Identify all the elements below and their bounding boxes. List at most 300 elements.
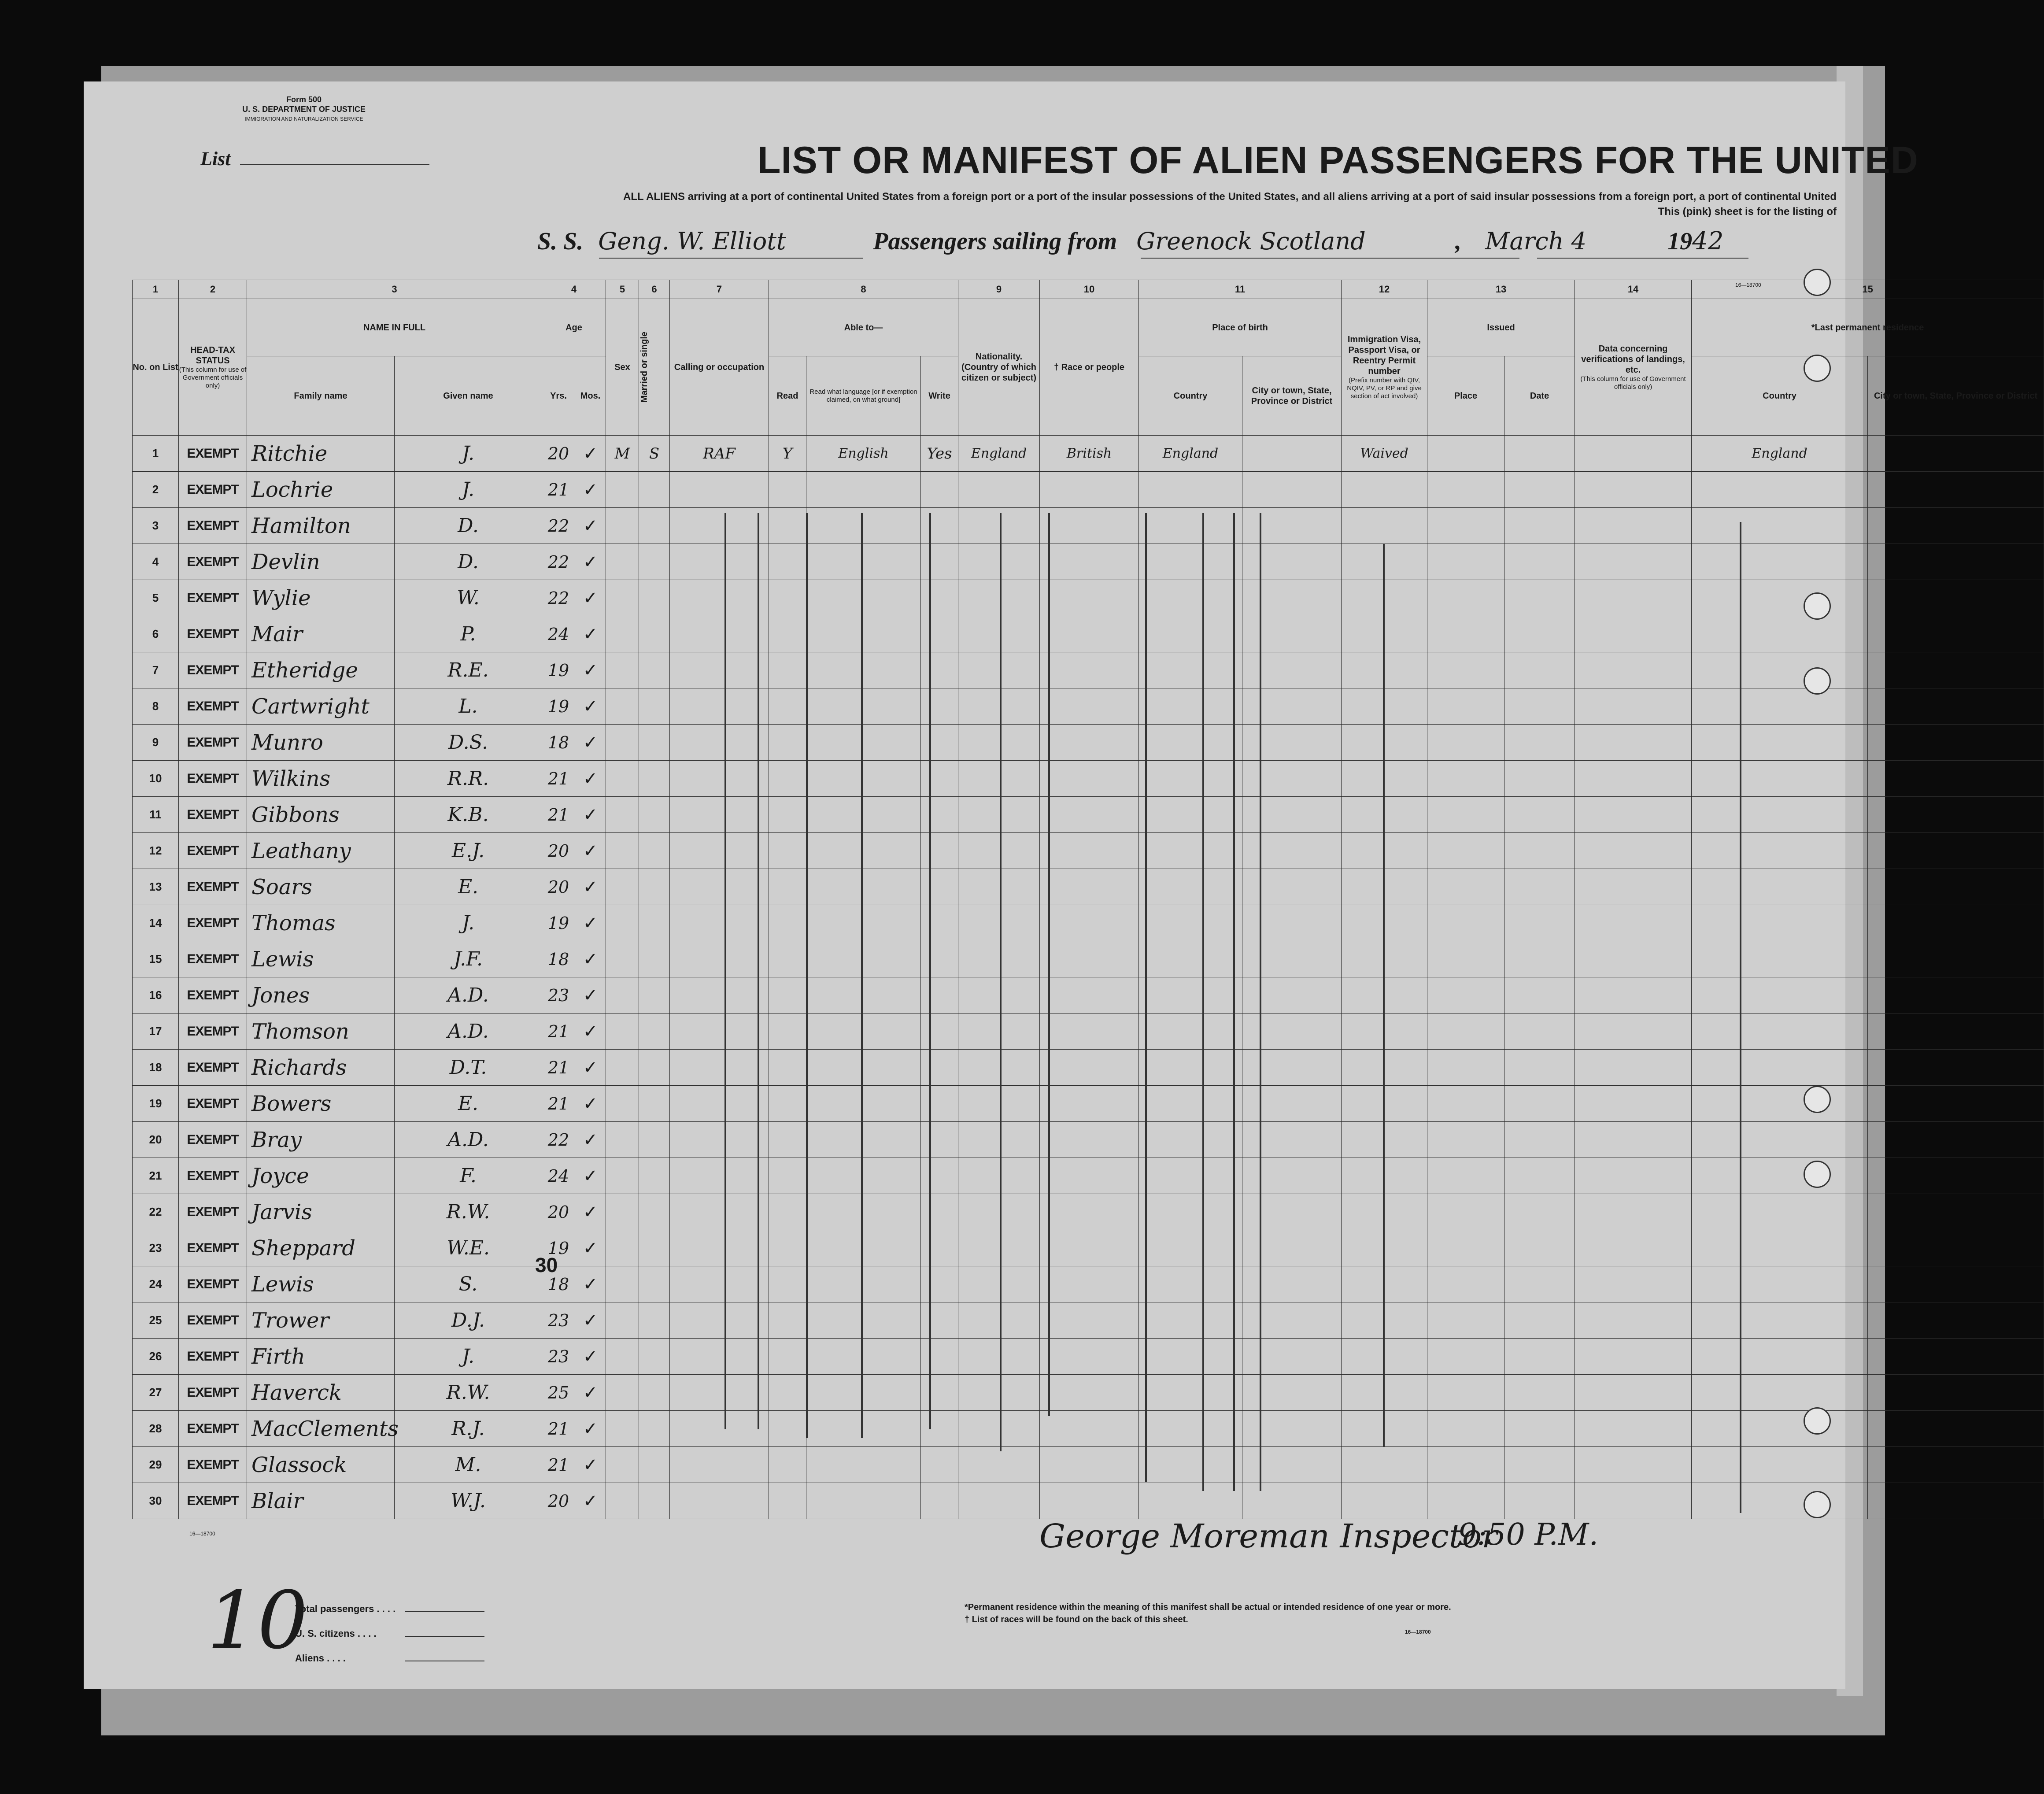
birth-country xyxy=(1139,580,1242,616)
birth-city xyxy=(1242,977,1342,1014)
age-months-check: ✓ xyxy=(575,869,606,905)
birth-country xyxy=(1139,1375,1242,1411)
given-name: J. xyxy=(395,905,542,941)
occupation xyxy=(670,725,769,761)
read-language xyxy=(806,977,921,1014)
birth-country xyxy=(1139,833,1242,869)
ss-label: S. S. xyxy=(537,228,584,255)
can-write: Yes xyxy=(921,436,958,472)
nationality xyxy=(958,905,1040,941)
family-name: Sheppard xyxy=(247,1230,395,1266)
age-months-check: ✓ xyxy=(575,1230,606,1266)
landings-data xyxy=(1575,941,1692,977)
ditto-stroke-nationality xyxy=(1048,513,1050,1416)
binder-hole xyxy=(1804,269,1831,296)
us-citizens-label: U. S. citizens . . . . xyxy=(295,1628,377,1639)
issued-place xyxy=(1427,725,1504,761)
row-number: 29 xyxy=(133,1447,179,1483)
head-tax-status: EXEMPT xyxy=(179,977,247,1014)
landings-data xyxy=(1575,1050,1692,1086)
age-months-check: ✓ xyxy=(575,1411,606,1447)
row-number: 5 xyxy=(133,580,179,616)
race xyxy=(1040,1194,1139,1230)
visa-number xyxy=(1342,472,1427,508)
landings-data xyxy=(1575,652,1692,688)
race xyxy=(1040,1014,1139,1050)
table-row xyxy=(133,1411,2044,1447)
residence-country xyxy=(1692,688,1868,725)
can-write xyxy=(921,977,958,1014)
table-row xyxy=(133,544,2044,580)
row-number: 7 xyxy=(133,652,179,688)
occupation xyxy=(670,869,769,905)
birth-country xyxy=(1139,1050,1242,1086)
sailing-date: March 4 xyxy=(1485,227,1586,255)
birth-city xyxy=(1242,1339,1342,1375)
birth-country xyxy=(1139,616,1242,652)
sex xyxy=(606,977,639,1014)
landings-data xyxy=(1575,725,1692,761)
sex xyxy=(606,1122,639,1158)
given-name: R.J. xyxy=(395,1411,542,1447)
marital-status xyxy=(639,869,670,905)
issued-place xyxy=(1427,580,1504,616)
head-tax-title: HEAD-TAX STATUS xyxy=(190,345,235,366)
table-row xyxy=(133,580,2044,616)
occupation: RAF xyxy=(670,436,769,472)
head-tax-status: EXEMPT xyxy=(179,1014,247,1050)
col-number: 2 xyxy=(179,280,247,299)
race: British xyxy=(1040,436,1139,472)
table-row xyxy=(133,472,2044,508)
can-write xyxy=(921,544,958,580)
sailing-label: Passengers sailing from xyxy=(873,228,1117,255)
race xyxy=(1040,833,1139,869)
marital-status xyxy=(639,1302,670,1339)
age-years: 21 xyxy=(542,1050,575,1086)
birth-country xyxy=(1139,1483,1242,1519)
ditto-stroke-visa xyxy=(1383,544,1385,1447)
family-name: Etheridge xyxy=(247,652,395,688)
row-number: 23 xyxy=(133,1230,179,1266)
read-language xyxy=(806,508,921,544)
landings-data xyxy=(1575,1122,1692,1158)
can-write xyxy=(921,472,958,508)
residence-city xyxy=(1868,688,2044,725)
age-years: 20 xyxy=(542,869,575,905)
nationality xyxy=(958,1483,1040,1519)
nationality xyxy=(958,652,1040,688)
nationality xyxy=(958,616,1040,652)
occupation xyxy=(670,652,769,688)
sex xyxy=(606,1194,639,1230)
table-row xyxy=(133,1158,2044,1194)
table-row xyxy=(133,797,2044,833)
occupation xyxy=(670,508,769,544)
birth-city xyxy=(1242,797,1342,833)
issued-place xyxy=(1427,1302,1504,1339)
header-issued: Issued xyxy=(1427,299,1575,356)
ditto-stroke-race xyxy=(1145,513,1147,1482)
head-tax-status: EXEMPT xyxy=(179,1086,247,1122)
read-language xyxy=(806,1122,921,1158)
can-write xyxy=(921,580,958,616)
ditto-stroke-birth-3 xyxy=(1260,513,1261,1491)
issued-date xyxy=(1504,508,1575,544)
can-read xyxy=(769,725,806,761)
residence-country xyxy=(1692,941,1868,977)
can-write xyxy=(921,1483,958,1519)
residence-city xyxy=(1868,1411,2044,1447)
age-months-check: ✓ xyxy=(575,797,606,833)
birth-country xyxy=(1139,472,1242,508)
header-res-country: Country xyxy=(1692,356,1868,436)
head-tax-status: EXEMPT xyxy=(179,652,247,688)
issued-place xyxy=(1427,869,1504,905)
read-language xyxy=(806,1266,921,1302)
footnote-races: † List of races will be found on the back of this sheet. xyxy=(965,1615,1188,1624)
ditto-stroke-sex xyxy=(724,513,726,1429)
race xyxy=(1040,1483,1139,1519)
issued-place xyxy=(1427,1483,1504,1519)
given-name: D.T. xyxy=(395,1050,542,1086)
residence-city xyxy=(1868,1266,2044,1302)
issued-place xyxy=(1427,1014,1504,1050)
issued-date xyxy=(1504,1339,1575,1375)
table-row xyxy=(133,1050,2044,1086)
header-nationality: Nationality. (Country of which citizen or subject) xyxy=(958,299,1040,436)
can-write xyxy=(921,833,958,869)
age-months-check: ✓ xyxy=(575,616,606,652)
header-given-name: Given name xyxy=(395,356,542,436)
residence-country xyxy=(1692,1339,1868,1375)
residence-city xyxy=(1868,761,2044,797)
residence-city xyxy=(1868,1194,2044,1230)
issued-place xyxy=(1427,1411,1504,1447)
race xyxy=(1040,761,1139,797)
row-number: 17 xyxy=(133,1014,179,1050)
read-language xyxy=(806,833,921,869)
family-name: Lochrie xyxy=(247,472,395,508)
nationality xyxy=(958,1194,1040,1230)
row-number: 30 xyxy=(133,1483,179,1519)
read-language xyxy=(806,1411,921,1447)
can-write xyxy=(921,688,958,725)
birth-city xyxy=(1242,1483,1342,1519)
race xyxy=(1040,616,1139,652)
landings-data xyxy=(1575,761,1692,797)
table-row xyxy=(133,1447,2044,1483)
age-years: 21 xyxy=(542,761,575,797)
col-number: 1 xyxy=(133,280,179,299)
header-sex: Sex xyxy=(606,299,639,436)
head-tax-status: EXEMPT xyxy=(179,1302,247,1339)
occupation xyxy=(670,1122,769,1158)
age-months-check: ✓ xyxy=(575,1050,606,1086)
binder-hole xyxy=(1804,1491,1831,1518)
nationality xyxy=(958,688,1040,725)
nationality xyxy=(958,1339,1040,1375)
can-read xyxy=(769,1411,806,1447)
given-name: E. xyxy=(395,1086,542,1122)
landings-data xyxy=(1575,905,1692,941)
issued-date xyxy=(1504,544,1575,580)
birth-country xyxy=(1139,1122,1242,1158)
read-language xyxy=(806,580,921,616)
race xyxy=(1040,508,1139,544)
race xyxy=(1040,1302,1139,1339)
issued-date xyxy=(1504,725,1575,761)
head-tax-status: EXEMPT xyxy=(179,1266,247,1302)
issued-date xyxy=(1504,1122,1575,1158)
issued-place xyxy=(1427,1375,1504,1411)
residence-city xyxy=(1868,725,2044,761)
given-name: J. xyxy=(395,472,542,508)
race xyxy=(1040,905,1139,941)
can-read xyxy=(769,833,806,869)
age-years: 23 xyxy=(542,977,575,1014)
residence-city xyxy=(1868,905,2044,941)
landings-title: Data concerning verifications of landings, etc. xyxy=(1581,344,1685,375)
issued-date xyxy=(1504,797,1575,833)
birth-city xyxy=(1242,1194,1342,1230)
table-row xyxy=(133,1194,2044,1230)
col-number: 7 xyxy=(670,280,769,299)
landings-data xyxy=(1575,472,1692,508)
age-months-check: ✓ xyxy=(575,1302,606,1339)
birth-city xyxy=(1242,941,1342,977)
print-code-top: 16—18700 xyxy=(1735,282,1761,288)
landings-data xyxy=(1575,616,1692,652)
birth-country xyxy=(1139,1194,1242,1230)
can-write xyxy=(921,1447,958,1483)
row-number: 4 xyxy=(133,544,179,580)
can-read xyxy=(769,1447,806,1483)
page-title: LIST OR MANIFEST OF ALIEN PASSENGERS FOR THE UNITED xyxy=(758,139,1918,181)
family-name: Richards xyxy=(247,1050,395,1086)
issued-place xyxy=(1427,833,1504,869)
sex xyxy=(606,833,639,869)
can-write xyxy=(921,1158,958,1194)
table-row xyxy=(133,1086,2044,1122)
residence-city xyxy=(1868,1122,2044,1158)
sex xyxy=(606,1339,639,1375)
age-months-check: ✓ xyxy=(575,941,606,977)
issued-place xyxy=(1427,905,1504,941)
landings-data xyxy=(1575,1266,1692,1302)
birth-country xyxy=(1139,1266,1242,1302)
occupation xyxy=(670,1447,769,1483)
port-line xyxy=(1141,258,1519,259)
head-tax-status: EXEMPT xyxy=(179,1122,247,1158)
residence-country xyxy=(1692,725,1868,761)
read-language xyxy=(806,1447,921,1483)
row-number: 19 xyxy=(133,1086,179,1122)
age-years: 19 xyxy=(542,905,575,941)
family-name: Wylie xyxy=(247,580,395,616)
head-tax-status: EXEMPT xyxy=(179,1447,247,1483)
given-name: E.J. xyxy=(395,833,542,869)
given-name: W.E. xyxy=(395,1230,542,1266)
handwritten-total: 10 xyxy=(207,1575,308,1667)
residence-city xyxy=(1868,1158,2044,1194)
us-citizens-line xyxy=(405,1636,484,1637)
table-row xyxy=(133,941,2044,977)
age-years: 19 xyxy=(542,1230,575,1266)
age-months-check: ✓ xyxy=(575,833,606,869)
birth-country xyxy=(1139,1302,1242,1339)
binder-hole xyxy=(1804,592,1831,620)
birth-country xyxy=(1139,1411,1242,1447)
header-mos: Mos. xyxy=(575,356,606,436)
issued-date xyxy=(1504,1375,1575,1411)
header-landings xyxy=(1575,299,1692,436)
marital-status xyxy=(639,1194,670,1230)
sex xyxy=(606,761,639,797)
sex xyxy=(606,1086,639,1122)
can-read xyxy=(769,580,806,616)
nationality xyxy=(958,725,1040,761)
birth-city xyxy=(1242,905,1342,941)
birth-city xyxy=(1242,1411,1342,1447)
ship-name-line xyxy=(599,258,863,259)
issued-place xyxy=(1427,508,1504,544)
issued-date xyxy=(1504,905,1575,941)
nationality xyxy=(958,941,1040,977)
age-months-check: ✓ xyxy=(575,436,606,472)
can-read xyxy=(769,941,806,977)
row-number: 1 xyxy=(133,436,179,472)
age-months-check: ✓ xyxy=(575,1483,606,1519)
table-row xyxy=(133,725,2044,761)
landings-data xyxy=(1575,688,1692,725)
age-years: 20 xyxy=(542,1194,575,1230)
head-tax-status: EXEMPT xyxy=(179,869,247,905)
residence-country xyxy=(1692,652,1868,688)
read-language: English xyxy=(806,436,921,472)
given-name: P. xyxy=(395,616,542,652)
can-read: Y xyxy=(769,436,806,472)
given-name: R.R. xyxy=(395,761,542,797)
race xyxy=(1040,688,1139,725)
marital-status xyxy=(639,1230,670,1266)
landings-data xyxy=(1575,1194,1692,1230)
col-number: 12 xyxy=(1342,280,1427,299)
residence-country xyxy=(1692,1230,1868,1266)
race xyxy=(1040,472,1139,508)
landings-data xyxy=(1575,1411,1692,1447)
given-name: W. xyxy=(395,580,542,616)
header-row-1 xyxy=(133,299,2044,356)
birth-country xyxy=(1139,508,1242,544)
table-row xyxy=(133,833,2044,869)
birth-city xyxy=(1242,1014,1342,1050)
age-years: 21 xyxy=(542,797,575,833)
nationality xyxy=(958,1230,1040,1266)
marital-status xyxy=(639,1375,670,1411)
issued-date xyxy=(1504,652,1575,688)
head-tax-status: EXEMPT xyxy=(179,508,247,544)
table-row xyxy=(133,1230,2044,1266)
can-read xyxy=(769,905,806,941)
head-tax-status: EXEMPT xyxy=(179,1158,247,1194)
head-tax-status: EXEMPT xyxy=(179,472,247,508)
sex xyxy=(606,1014,639,1050)
row-number: 16 xyxy=(133,977,179,1014)
occupation xyxy=(670,1014,769,1050)
family-name: Firth xyxy=(247,1339,395,1375)
can-read xyxy=(769,1122,806,1158)
issued-place xyxy=(1427,1050,1504,1086)
col-number: 14 xyxy=(1575,280,1692,299)
occupation xyxy=(670,1158,769,1194)
residence-city xyxy=(1868,977,2044,1014)
residence-country xyxy=(1692,869,1868,905)
birth-country xyxy=(1139,1230,1242,1266)
head-tax-status: EXEMPT xyxy=(179,1230,247,1266)
col-number: 10 xyxy=(1040,280,1139,299)
marital-status xyxy=(639,977,670,1014)
given-name: L. xyxy=(395,688,542,725)
header-birth-country: Country xyxy=(1139,356,1242,436)
nationality: England xyxy=(958,436,1040,472)
row-number: 24 xyxy=(133,1266,179,1302)
race xyxy=(1040,1050,1139,1086)
residence-country xyxy=(1692,1266,1868,1302)
can-write xyxy=(921,1194,958,1230)
head-tax-status: EXEMPT xyxy=(179,1050,247,1086)
birth-country xyxy=(1139,1014,1242,1050)
residence-city xyxy=(1868,1086,2044,1122)
issued-date xyxy=(1504,1158,1575,1194)
aliens-label: Aliens . . . . xyxy=(295,1653,346,1664)
residence-country xyxy=(1692,1086,1868,1122)
birth-country xyxy=(1139,725,1242,761)
marital-status xyxy=(639,905,670,941)
ship-name: Geng. W. Elliott xyxy=(598,227,786,255)
sex xyxy=(606,1266,639,1302)
binder-hole xyxy=(1804,355,1831,382)
row-number: 22 xyxy=(133,1194,179,1230)
header-read-language: Read what language [or if exemption claimed, on what ground] xyxy=(806,356,921,436)
occupation xyxy=(670,941,769,977)
birth-city xyxy=(1242,436,1342,472)
marital-status xyxy=(639,508,670,544)
can-read xyxy=(769,1014,806,1050)
issued-place xyxy=(1427,544,1504,580)
birth-country xyxy=(1139,1086,1242,1122)
issued-place xyxy=(1427,1122,1504,1158)
passenger-rows xyxy=(133,436,2044,1519)
landings-data xyxy=(1575,1447,1692,1483)
issued-place xyxy=(1427,1447,1504,1483)
head-tax-status: EXEMPT xyxy=(179,580,247,616)
table-row xyxy=(133,869,2044,905)
binder-hole xyxy=(1804,1086,1831,1113)
col-number: 13 xyxy=(1427,280,1575,299)
year-suffix: 42 xyxy=(1692,227,1724,255)
can-read xyxy=(769,1483,806,1519)
marital-status xyxy=(639,833,670,869)
residence-city xyxy=(1868,472,2044,508)
given-name: F. xyxy=(395,1158,542,1194)
residence-city xyxy=(1868,436,2044,472)
family-name: Devlin xyxy=(247,544,395,580)
read-language xyxy=(806,725,921,761)
ditto-stroke-calling xyxy=(806,513,808,1438)
header-name-in-full: NAME IN FULL xyxy=(247,299,542,356)
row-number: 15 xyxy=(133,941,179,977)
